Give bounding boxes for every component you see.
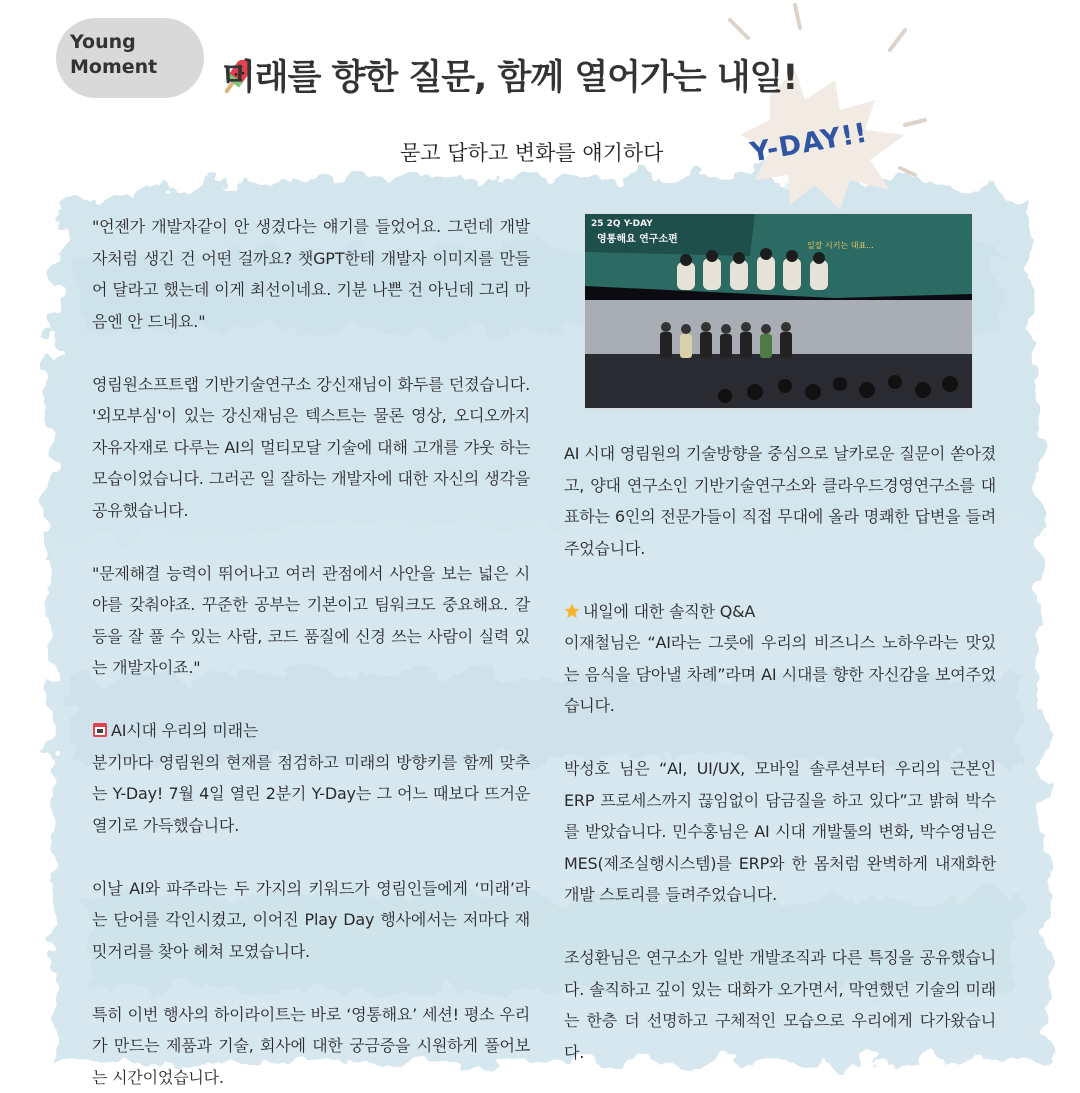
young-moment-badge <box>56 18 204 98</box>
quote-paragraph-1: "언젠가 개발자같이 안 생겼다는 얘기를 들었어요. 그런데 개발자처럼 생긴 건 어떤 걸까요? 챗GPT한테 개발자 이미지를 만들어 달라고 했는데 이게 최선이네요. 기분 나쁜 건 아닌데 그리 마음엔 안 드네요." <box>92 211 530 337</box>
screen-text-2: 영통해요 연구소편 <box>597 232 678 245</box>
section-qa <box>564 596 996 722</box>
screen-text-3: 일잘 시키는 대표... <box>807 240 874 250</box>
quote-paragraph-2: "문제해결 능력이 뛰어나고 여러 관점에서 사안을 보는 넓은 시야를 갖춰야죠. 꾸준한 공부는 기본이고 팀워크도 중요해요. 갈등을 잘 풀 수 있는 사람, 코드 품질에 신경 쓰는 사람이 실력 있는 개발자이죠." <box>92 558 530 684</box>
intro-paragraph: 영림원소프트랩 기반기술연구소 강신재님이 화두를 던졌습니다. '외모부심'이 있는 강신재님은 텍스트는 물론 영상, 오디오까지 자유자재로 다루는 AI의 멀티모달 기술에 대해 고개를 갸웃 하는 모습이었습니다. 그러곤 일 잘하는 개발자에 대한 자신의 생각을 공유했습니다. <box>92 369 530 527</box>
event-photo <box>585 214 972 408</box>
page-title: 미래를 향한 질문, 함께 열어가는 내일! <box>222 48 962 108</box>
closing-paragraph: 조성환님은 연구소가 일반 개발조직과 다른 특징을 공유했습니다. 솔직하고 깊이 있는 대화가 오가면서, 막연했던 기술의 미래는 한층 더 선명하고 구체적인 모습으로 우리에게 다가왔습니다. <box>564 942 996 1068</box>
play-day-paragraph: 이날 AI와 파주라는 두 가지의 키워드가 영림인들에게 ‘미래’라는 단어를 각인시켰고, 이어진 Play Day 행사에서는 저마다 재밋거리를 찾아 헤쳐 모였습니다. <box>92 873 530 968</box>
sunburst-decoration <box>700 0 940 220</box>
section-qa-heading <box>564 596 996 628</box>
event-photo-illustration <box>585 214 972 408</box>
panel-paragraph: AI 시대 영림원의 기술방향을 중심으로 날카로운 질문이 쏟아졌고, 양대 연구소인 기반기술연구소와 클라우드경영연구소를 대표하는 6인의 전문가들이 직접 무대에 올라 명쾌한 답변을 들려주었습니다. <box>564 438 996 564</box>
star-icon <box>564 603 580 619</box>
y-day-sticker: Y-DAY!! <box>748 117 870 168</box>
section-ai-heading <box>92 715 530 747</box>
left-column <box>92 211 530 1093</box>
park-paragraph: 박성호 님은 “AI, UI/UX, 모바일 솔루션부터 우리의 근본인 ERP 프로세스까지 끊임없이 담금질을 하고 있다”고 밝혀 박수를 받았습니다. 민수홍님은 AI 시대 개발툴의 변화, 박수영님은 MES(제조실행시스템)를 ERP와 한 몸처럼 완벽하게 내재화한 개발 스토리를 들려주었습니다. <box>564 753 996 911</box>
page-subtitle: 묻고 답하고 변화를 얘기하다 <box>400 138 720 168</box>
badge-line-1: Young <box>70 30 157 55</box>
highlight-paragraph: 특히 이번 행사의 하이라이트는 바로 ‘영통해요’ 세션! 평소 우리가 만드는 제품과 기술, 회사에 대한 궁금증을 시원하게 풀어보는 시간이었습니다. <box>92 999 530 1093</box>
calendar-icon <box>92 722 108 738</box>
section-qa-body: 이재철님은 “AI라는 그릇에 우리의 비즈니스 노하우라는 맛있는 음식을 담아낼 차례”라며 AI 시대를 향한 자신감을 보여주었습니다. <box>564 633 996 715</box>
section-qa-heading-text: 내일에 대한 솔직한 Q&A <box>583 602 755 621</box>
right-column <box>564 438 996 1068</box>
screen-text-1: 25 2Q Y-DAY <box>591 219 653 229</box>
section-ai-body: 분기마다 영림원의 현재를 점검하고 미래의 방향키를 함께 맞추는 Y-Day! 7월 4일 열린 2분기 Y-Day는 그 어느 때보다 뜨거운 열기로 가득했습니다. <box>92 753 530 835</box>
section-ai-heading-text: AI시대 우리의 미래는 <box>111 721 258 740</box>
badge-label <box>70 30 157 80</box>
section-ai <box>92 715 530 841</box>
badge-line-2: Moment <box>70 55 157 80</box>
